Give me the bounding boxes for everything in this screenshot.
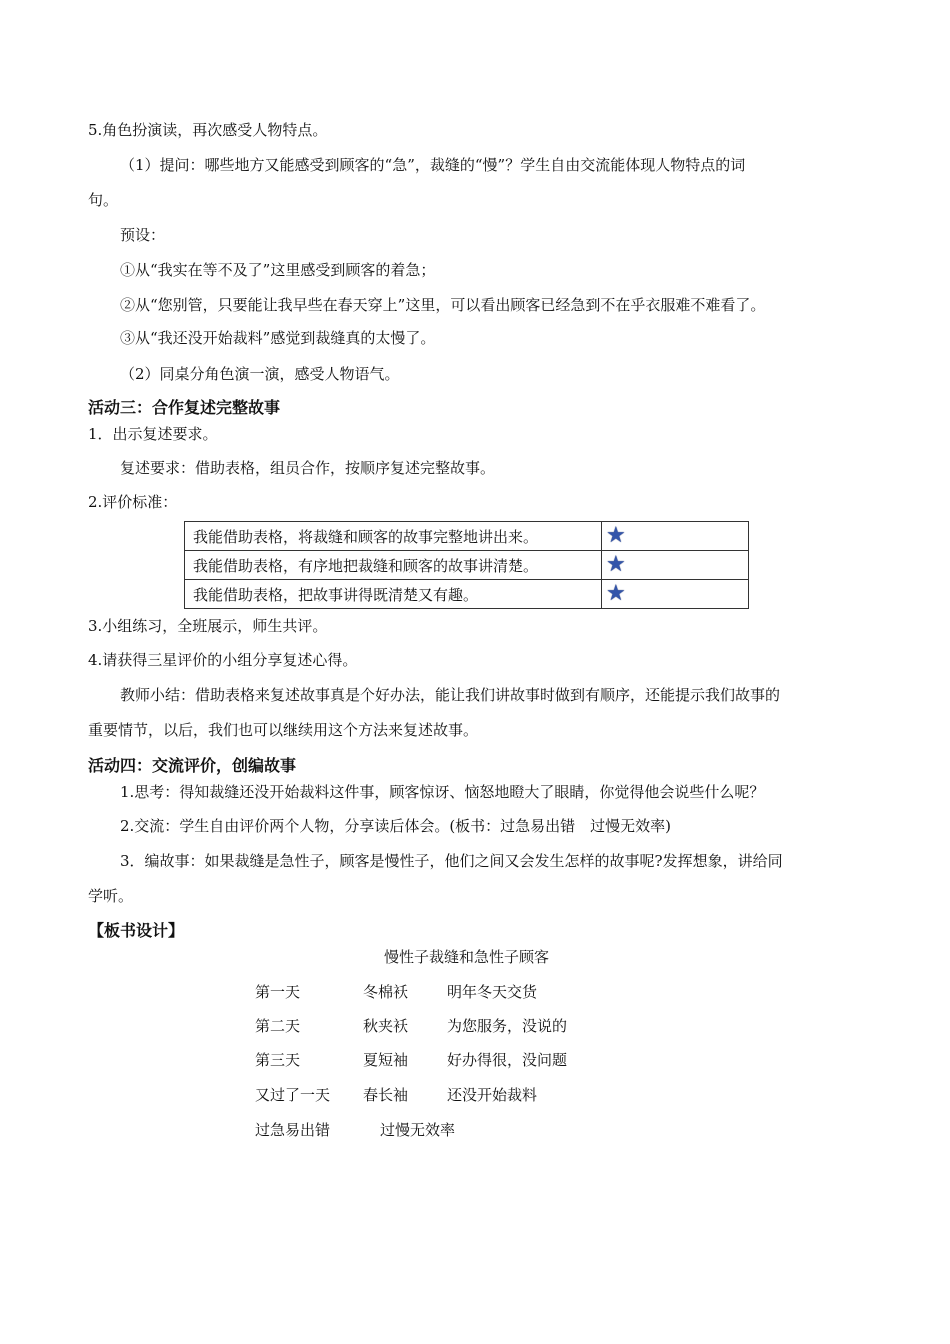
- preset-label: 预设：: [120, 226, 166, 244]
- preset-2: ②从“您别管，只要能让我早些在春天穿上”这里，可以看出顾客已经急到不在乎衣服难不难看了。: [120, 296, 766, 314]
- criteria-text: 我能借助表格，有序地把裁缝和顾客的故事讲清楚。: [185, 551, 602, 580]
- evaluation-criteria-table: [184, 521, 749, 609]
- activity3-step1: 1．出示复述要求。: [88, 425, 218, 443]
- board-reply: 明年冬天交货: [447, 983, 538, 1001]
- board-reply: 好办得很，没问题: [447, 1051, 568, 1069]
- activity4-item1: 1.思考：得知裁缝还没开始裁料这件事，顾客惊讶、恼怒地瞪大了眼睛，你觉得他会说些什么呢？: [120, 783, 765, 801]
- board-day: 第三天: [255, 1051, 301, 1069]
- star-icon: ★: [606, 552, 626, 577]
- board-garment: 冬棉袄: [363, 983, 409, 1001]
- section5-title: 5.角色扮演读，再次感受人物特点。: [88, 121, 328, 139]
- criteria-text: 我能借助表格，将裁缝和顾客的故事完整地讲出来。: [185, 522, 602, 551]
- activity3-heading: 活动三：合作复述完整故事: [88, 398, 281, 417]
- board-garment: 夏短袖: [363, 1051, 409, 1069]
- board-reply: 还没开始裁料: [447, 1086, 538, 1104]
- board-conclusion-slow: 过慢无效率: [380, 1121, 456, 1139]
- board-heading: 【板书设计】: [88, 921, 185, 940]
- board-reply: 为您服务，没说的: [447, 1017, 568, 1035]
- rating-cell: [602, 522, 749, 551]
- star-icon: ★: [606, 581, 626, 606]
- board-garment: 秋夹袄: [363, 1017, 409, 1035]
- question-1-line-1: （1）提问：哪些地方又能感受到顾客的“急”，裁缝的“慢”？学生自由交流能体现人物特点的词: [120, 156, 746, 174]
- activity4-item3-line-1: 3．编故事：如果裁缝是急性子，顾客是慢性子，他们之间又会发生怎样的故事呢?发挥想象，讲给同: [120, 852, 783, 870]
- activity4-item2: 2.交流：学生自由评价两个人物，分享读后体会。(板书：过急易出错 过慢无效率): [120, 817, 672, 835]
- activity3-step2: 2.评价标准：: [88, 493, 178, 511]
- activity3-requirement: 复述要求：借助表格，组员合作，按顺序复述完整故事。: [120, 459, 496, 477]
- question-2: （2）同桌分角色演一演，感受人物语气。: [120, 365, 400, 383]
- board-day: 第一天: [255, 983, 301, 1001]
- activity3-step3: 3.小组练习，全班展示，师生共评。: [88, 617, 328, 635]
- rating-cell: [602, 580, 749, 609]
- star-icon: ★: [606, 523, 626, 548]
- board-day: 第二天: [255, 1017, 301, 1035]
- criteria-row: [185, 580, 749, 609]
- board-garment: 春长袖: [363, 1086, 409, 1104]
- activity4-item3-line-2: 学听。: [88, 887, 134, 905]
- question-1-line-2: 句。: [88, 191, 119, 209]
- criteria-row: [185, 522, 749, 551]
- preset-1: ①从“我实在等不及了”这里感受到顾客的着急；: [120, 261, 436, 279]
- preset-3: ③从“我还没开始裁料”感觉到裁缝真的太慢了。: [120, 329, 436, 347]
- teacher-summary-line-2: 重要情节，以后，我们也可以继续用这个方法来复述故事。: [88, 721, 479, 739]
- activity3-step4: 4.请获得三星评价的小组分享复述心得。: [88, 651, 358, 669]
- board-conclusion-fast: 过急易出错: [255, 1121, 331, 1139]
- criteria-row: [185, 551, 749, 580]
- teacher-summary-line-1: 教师小结：借助表格来复述故事真是个好办法，能让我们讲故事时做到有顺序，还能提示我们故事的: [120, 686, 781, 704]
- activity4-heading: 活动四：交流评价，创编故事: [88, 756, 297, 775]
- board-day: 又过了一天: [255, 1086, 331, 1104]
- board-title: 慢性子裁缝和急性子顾客: [384, 948, 550, 966]
- rating-cell: [602, 551, 749, 580]
- criteria-text: 我能借助表格，把故事讲得既清楚又有趣。: [185, 580, 602, 609]
